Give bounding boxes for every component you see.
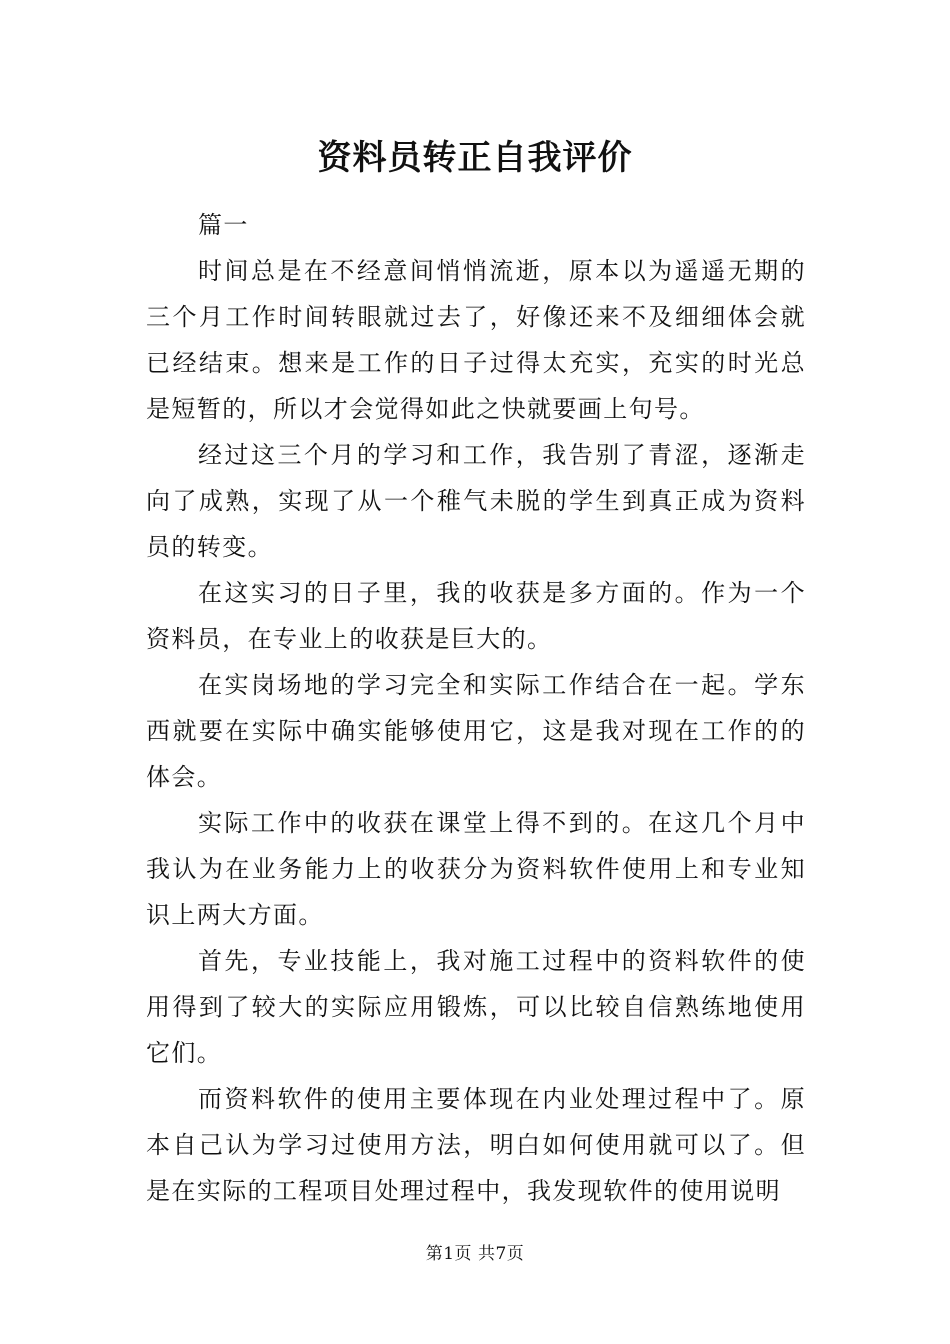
paragraph: 而资料软件的使用主要体现在内业处理过程中了。原本自己认为学习过使用方法，明白如何使用就可以了。但是在实际的工程项目处理过程中，我发现软件的使用说明 xyxy=(146,1085,806,1205)
paragraph: 在这实习的日子里，我的收获是多方面的。作为一个资料员，在专业上的收获是巨大的。 xyxy=(146,579,806,653)
paragraph: 实际工作中的收获在课堂上得不到的。在这几个月中我认为在业务能力上的收获分为资料软件使用上和专业知识上两大方面。 xyxy=(146,809,806,929)
document-body xyxy=(146,202,806,1214)
paragraph: 经过这三个月的学习和工作，我告别了青涩，逐渐走向了成熟，实现了从一个稚气未脱的学生到真正成为资料员的转变。 xyxy=(146,441,806,561)
page-number-footer: 第1页 共7页 xyxy=(425,1244,525,1264)
document-title: 资料员转正自我评价 xyxy=(317,138,633,178)
paragraph: 首先，专业技能上，我对施工过程中的资料软件的使用得到了较大的实际应用锻炼，可以比较自信熟练地使用它们。 xyxy=(146,947,806,1067)
paragraph: 时间总是在不经意间悄悄流逝，原本以为遥遥无期的三个月工作时间转眼就过去了，好像还来不及细细体会就已经结束。想来是工作的日子过得太充实，充实的时光总是短暂的，所以才会觉得如此之快就要画上句号。 xyxy=(146,257,806,423)
paragraph-section-heading: 篇一 xyxy=(198,211,249,239)
paragraph: 在实岗场地的学习完全和实际工作结合在一起。学东西就要在实际中确实能够使用它，这是我对现在工作的的体会。 xyxy=(146,671,806,791)
